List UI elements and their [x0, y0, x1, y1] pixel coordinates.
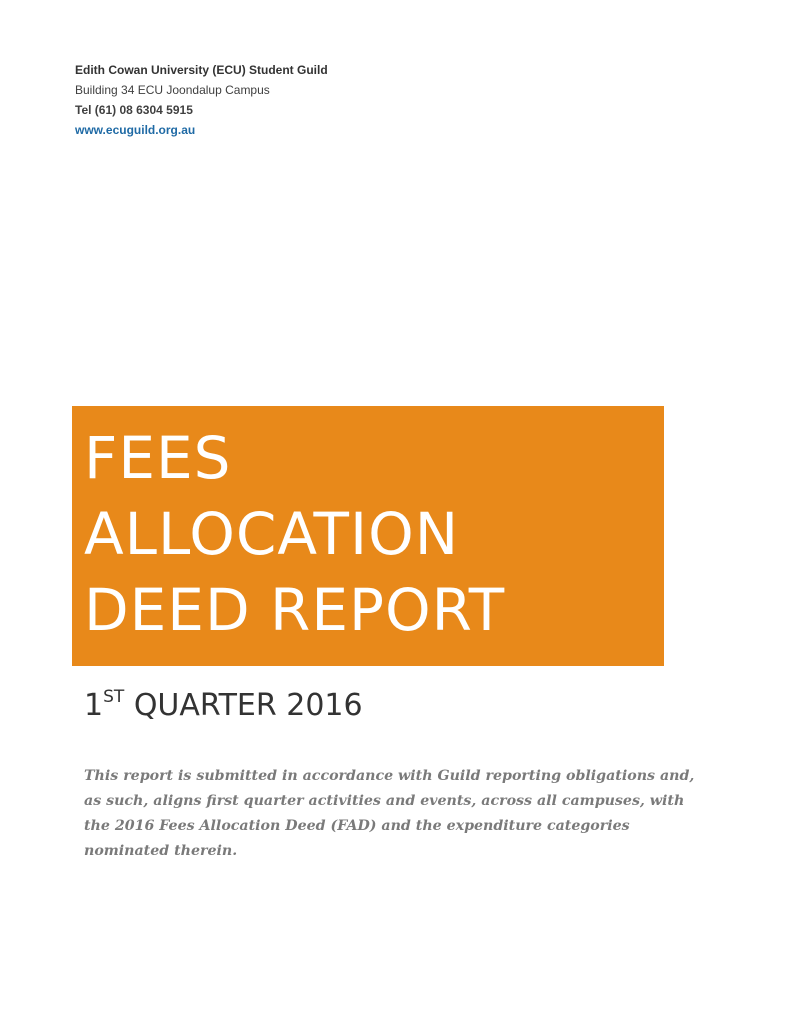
subtitle-rest: QUARTER 2016	[124, 688, 363, 723]
report-period-subtitle	[84, 686, 363, 726]
title-banner	[72, 406, 664, 666]
organization-phone: Tel (61) 08 6304 5915	[75, 103, 193, 117]
website-link[interactable]: www.ecuguild.org.au	[75, 123, 196, 137]
description-line-1: This report is submitted in accordance with Guild reporting obligations and,	[84, 768, 695, 784]
organization-name: Edith Cowan University (ECU) Student Guild	[75, 63, 328, 77]
organization-address: Building 34 ECU Joondalup Campus	[75, 83, 270, 97]
description-line-4: nominated therein.	[84, 843, 238, 859]
description-line-3: the 2016 Fees Allocation Deed (FAD) and the expenditure categories	[84, 818, 630, 834]
description-line-2: as such, aligns first quarter activities and events, across all campuses, with	[84, 793, 685, 809]
title-line-2: ALLOCATION	[84, 500, 460, 568]
title-line-3: DEED REPORT	[84, 576, 506, 644]
organization-header	[75, 60, 675, 140]
title-line-1: FEES	[84, 424, 232, 492]
report-description	[84, 764, 695, 864]
subtitle-ordinal: 1	[84, 688, 104, 723]
subtitle-ordinal-suffix: ST	[103, 687, 125, 707]
